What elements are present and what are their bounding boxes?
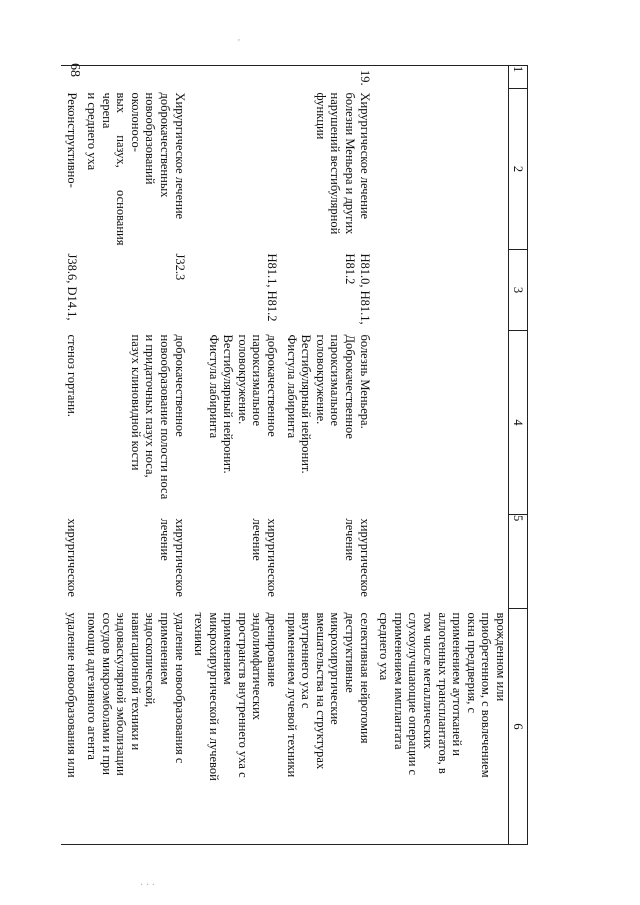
cell-text-line: применением xyxy=(221,612,236,685)
cell-text-line: хирургическое xyxy=(172,518,187,597)
icd-codes-cell xyxy=(188,250,281,331)
treatment-method-cell xyxy=(280,609,373,845)
cell-text-line: вмешательства на структурах xyxy=(313,612,328,770)
cell-text-line: пазух клиновидной кости xyxy=(128,334,143,471)
procedure-name-cell xyxy=(61,89,81,250)
treatment-type-cell xyxy=(188,515,281,609)
cell-text-line: навигационной техники и xyxy=(128,612,143,751)
cell-text-line: удаление новообразования или xyxy=(65,612,80,778)
cell-text-line: доброкачественных xyxy=(157,92,172,198)
scan-speck: ' xyxy=(238,38,240,49)
cell-text-line: слухоулучшающие операции с xyxy=(406,612,421,776)
cell-text-line: Доброкачественное xyxy=(343,334,358,439)
patient-model-cell xyxy=(280,331,373,515)
cell-text-line: среднего уха xyxy=(377,612,392,681)
cell-text-line: применением xyxy=(157,612,172,685)
cell-text-line: аллогенных трансплантатов, в xyxy=(435,612,450,774)
table-body xyxy=(61,66,509,845)
cell-text-line: пароксизмальное xyxy=(328,334,343,427)
cell-text-line: вых пазух, основания черепа xyxy=(99,92,129,246)
treatment-type-cell xyxy=(61,515,81,609)
column-header-4: 4 xyxy=(509,331,528,515)
table-row xyxy=(61,66,81,845)
column-header-5: 5 xyxy=(509,515,528,609)
cell-text-line: окна преддверия, с xyxy=(464,612,479,714)
treatment-type-cell xyxy=(373,515,509,609)
column-header-3: 3 xyxy=(509,250,528,331)
cell-text-line: техники xyxy=(192,612,207,656)
cell-text-line: Фистула лабиринта xyxy=(206,334,221,439)
icd-codes-cell xyxy=(61,250,81,331)
cell-text-line: пространств внутреннего уха с xyxy=(235,612,250,778)
cell-text-line: эндоскопической, xyxy=(143,612,158,708)
cell-text-line: селективная нейротомия xyxy=(357,612,372,744)
cell-text-line: H81.0, H81.1, xyxy=(357,253,372,325)
cell-text-line: и придаточных пазух носа, xyxy=(143,334,158,478)
treatment-type-cell xyxy=(280,515,373,609)
cell-text-line: Реконструктивно- xyxy=(65,92,80,188)
procedure-name-cell xyxy=(188,89,281,250)
icd-codes-cell xyxy=(280,250,373,331)
cell-text-line: применением лучевой техники xyxy=(284,612,299,778)
icd-codes-cell xyxy=(80,250,187,331)
patient-model-cell xyxy=(61,331,81,515)
cell-text-line: внутреннего уха с xyxy=(299,612,314,709)
cell-text-line: Вестибулярный нейронит. xyxy=(221,334,236,474)
column-number-header-row xyxy=(509,66,528,845)
procedure-name-cell xyxy=(80,89,187,250)
procedure-name-cell xyxy=(280,89,373,250)
cell-text-line: врожденном или xyxy=(494,612,508,702)
cell-text-line: приобретенном, с вовлечением xyxy=(479,612,494,778)
scan-speck: · · · xyxy=(140,880,155,891)
cell-text-line: J32.3 xyxy=(172,253,187,281)
cell-text-line: пароксизмальное xyxy=(250,334,265,427)
patient-model-cell xyxy=(80,331,187,515)
cell-text-line: эндоваскулярной эмболизации xyxy=(114,612,129,776)
cell-text-line: Фистула лабиринта xyxy=(284,334,299,439)
row-number-cell xyxy=(80,66,187,89)
cell-text-line: H81.1, H81.2 xyxy=(265,253,280,322)
patient-model-cell xyxy=(373,331,509,515)
cell-text-line: Хирургическое лечение xyxy=(172,92,187,220)
patient-model-cell xyxy=(188,331,281,515)
cell-text-line: доброкачественное xyxy=(265,334,280,437)
cell-text-line: головокружение. xyxy=(313,334,328,425)
cell-text-line: новообразование полости носа xyxy=(157,334,172,500)
column-header-2: 2 xyxy=(509,89,528,250)
cell-text-line: H81.2 xyxy=(343,253,358,285)
procedures-table xyxy=(61,65,528,845)
table-row xyxy=(373,66,509,845)
column-header-6: 6 xyxy=(509,609,528,845)
cell-text-line: головокружение. xyxy=(235,334,250,425)
treatment-type-cell xyxy=(80,515,187,609)
table-row xyxy=(188,66,281,845)
cell-text-line: нарушений вестибулярной xyxy=(328,92,343,235)
row-number-cell xyxy=(188,66,281,89)
cell-text-line: Хирургическое лечение xyxy=(357,92,372,220)
treatment-method-cell xyxy=(61,609,81,845)
cell-text-line: сосудов микроэмболами и при xyxy=(99,612,114,775)
cell-text-line: Вестибулярный нейронит. xyxy=(299,334,314,474)
cell-text-line: применением аутотканей и xyxy=(450,612,465,756)
cell-text-line: помощи адгезивного агента xyxy=(84,612,99,760)
cell-text-line: деструктивные xyxy=(343,612,358,693)
cell-text-line: хирургическое xyxy=(265,518,280,597)
cell-text-line: хирургическое xyxy=(357,518,372,597)
page-number: 68 xyxy=(67,63,82,77)
icd-codes-cell xyxy=(373,250,509,331)
cell-text-line: функции xyxy=(313,92,328,140)
row-number-cell xyxy=(61,66,81,89)
cell-text-line: применением имплантата xyxy=(391,612,406,750)
row-number-cell xyxy=(280,66,373,89)
cell-text-line: лечение xyxy=(157,518,172,561)
cell-text-line: хирургическое xyxy=(65,518,80,597)
column-header-1: 1 xyxy=(509,66,528,89)
cell-text-line: лечение xyxy=(250,518,265,561)
table-row xyxy=(80,66,187,845)
cell-text-line: микрохирургические xyxy=(328,612,343,725)
cell-text-line: стеноз гортани. xyxy=(65,334,80,417)
row-number-cell xyxy=(373,66,509,89)
cell-text-line: и среднего уха xyxy=(84,92,99,171)
cell-text-line: лечение xyxy=(343,518,358,561)
treatment-method-cell xyxy=(373,609,509,845)
cell-text-line: том числе металлических xyxy=(421,612,436,749)
cell-text-line: дренирование xyxy=(265,612,280,687)
cell-text-line: болезнь Меньера. xyxy=(357,334,372,429)
cell-text-line: болезни Меньера и других xyxy=(343,92,358,235)
cell-text-line: удаление новообразования с xyxy=(172,612,187,764)
cell-text-line: J38.6, D14.1, xyxy=(65,253,80,321)
cell-text: 19. xyxy=(357,70,372,86)
procedure-name-cell xyxy=(373,89,509,250)
treatment-method-cell xyxy=(188,609,281,845)
cell-text-line: новообразований околоносо- xyxy=(128,92,158,185)
cell-text-line: микрохирургической и лучевой xyxy=(206,612,221,781)
treatment-method-cell xyxy=(80,609,187,845)
cell-text-line: эндолимфатических xyxy=(250,612,265,721)
table-row xyxy=(280,66,373,845)
cell-text-line: доброкачественное xyxy=(172,334,187,437)
